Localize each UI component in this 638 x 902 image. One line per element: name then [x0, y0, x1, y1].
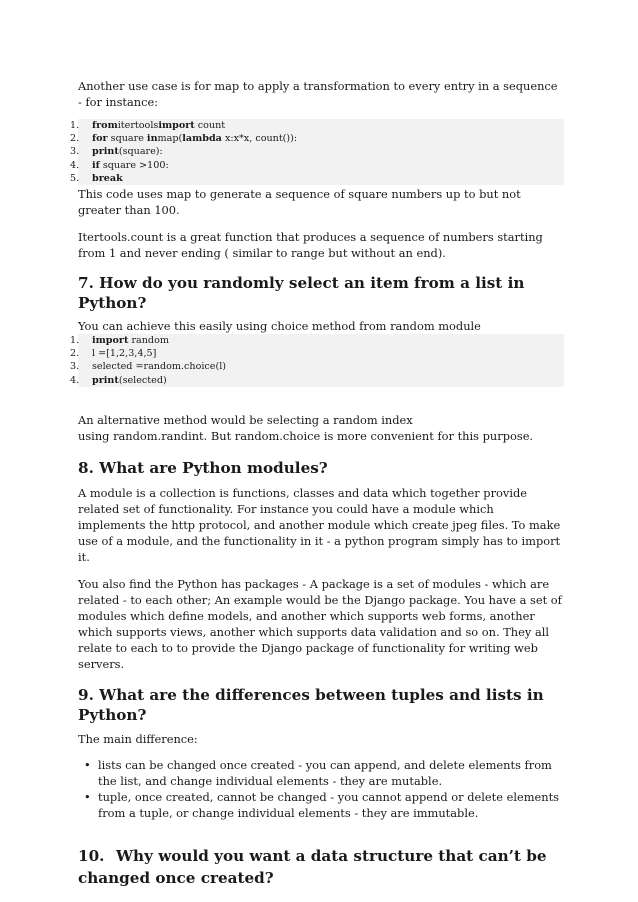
code-text: (selected) [118, 374, 167, 386]
code-text: (square): [118, 146, 163, 158]
line-number: 1. [70, 120, 80, 131]
code-text: l =[1,2,3,4,5] [92, 348, 157, 360]
code-text: map( [157, 133, 183, 145]
intro-paragraph: Another use case is for map to apply a transformation to every entry in a sequence - for instance: [78, 79, 558, 109]
code-block-random [70, 334, 564, 387]
code-line [70, 159, 564, 172]
code-text: selected =random.choice(l) [92, 361, 227, 373]
code-keyword: import [92, 335, 129, 347]
line-number: 1. [70, 335, 80, 347]
code-keyword: break [92, 172, 123, 184]
code-block-map [70, 119, 564, 185]
line-number: 4. [70, 374, 80, 386]
list-item-text: tuple, once created, cannot be changed - you cannot append or delete elements from a tuple, or change individual elements - they are immutable. [98, 789, 559, 820]
code-text: x:x*x, count()): [221, 133, 298, 145]
code-keyword: from [92, 120, 118, 131]
line-number: 3. [70, 146, 80, 158]
code-text: random [128, 335, 169, 347]
code-keyword: lambda [182, 133, 222, 145]
heading-text: Why would you want a data structure that can’t be changed once created? [78, 846, 547, 887]
line-number: 2. [70, 348, 80, 360]
alternative-line-1: An alternative method would be selecting a random index [78, 412, 413, 427]
heading-question-10 [78, 845, 564, 889]
code-line [70, 132, 564, 145]
line-number: 2. [70, 133, 80, 145]
list-item [84, 789, 564, 821]
code-text: count [194, 120, 226, 131]
line-number: 3. [70, 361, 80, 373]
list-item [84, 757, 564, 789]
heading-number: 10. [78, 846, 105, 865]
map-explanation: This code uses map to generate a sequence of square numbers up to but not greater than 100. [78, 187, 521, 218]
heading-question-8: 8. What are Python modules? [78, 458, 328, 477]
itertools-paragraph: Itertools.count is a great function that produces a sequence of numbers starting from 1 and never ending ( similar to range but without an end). [78, 230, 543, 261]
differences-list [78, 757, 564, 821]
code-text: square [107, 133, 147, 145]
code-line [70, 347, 564, 360]
code-keyword: print [92, 146, 119, 158]
question-9-paragraph: The main difference: [78, 731, 198, 746]
document-page [70, 78, 564, 889]
code-keyword: in [146, 133, 158, 145]
code-line [70, 360, 564, 373]
alternative-line-2: using random.randint. But random.choice is more convenient for this purpose. [78, 428, 534, 443]
code-line [70, 334, 564, 347]
code-keyword: if [92, 159, 100, 171]
bullet-icon: • [84, 789, 91, 804]
code-keyword: print [92, 374, 119, 386]
code-text: square >100: [99, 159, 169, 171]
bullet-icon: • [84, 757, 91, 772]
code-keyword: for [92, 133, 108, 145]
code-line [70, 374, 564, 387]
question-8-paragraph-1: A module is a collection is functions, classes and data which together provide related set of functionality. For instance you could have a module which implements the http protocol, and another module which create jpeg files. To make use of a module, and the functionality in it - a python program simply has to import it. [78, 485, 561, 564]
line-number: 4. [70, 159, 80, 171]
line-number: 5. [70, 172, 80, 184]
list-item-text: lists can be changed once created - you can append, and delete elements from the list, and change individual elements - they are mutable. [98, 757, 552, 788]
question-7-paragraph: You can achieve this easily using choice method from random module [78, 319, 481, 334]
code-line [70, 172, 564, 185]
code-line [70, 119, 564, 132]
code-keyword: import [158, 120, 195, 131]
code-line [70, 145, 564, 158]
heading-question-7: 7. How do you randomly select an item from a list in Python? [78, 274, 525, 313]
heading-question-9: 9. What are the differences between tuples and lists in Python? [78, 685, 544, 724]
question-8-paragraph-2: You also find the Python has packages - A package is a set of modules - which are related - to each other; An example would be the Django package. You have a set of modules which define models, and another which supports web forms, another which supports views, another which supports data validation and so on. They all relate to each to to provide the Django package of functionality for writing web servers. [78, 576, 562, 671]
code-text: itertools [117, 120, 159, 131]
